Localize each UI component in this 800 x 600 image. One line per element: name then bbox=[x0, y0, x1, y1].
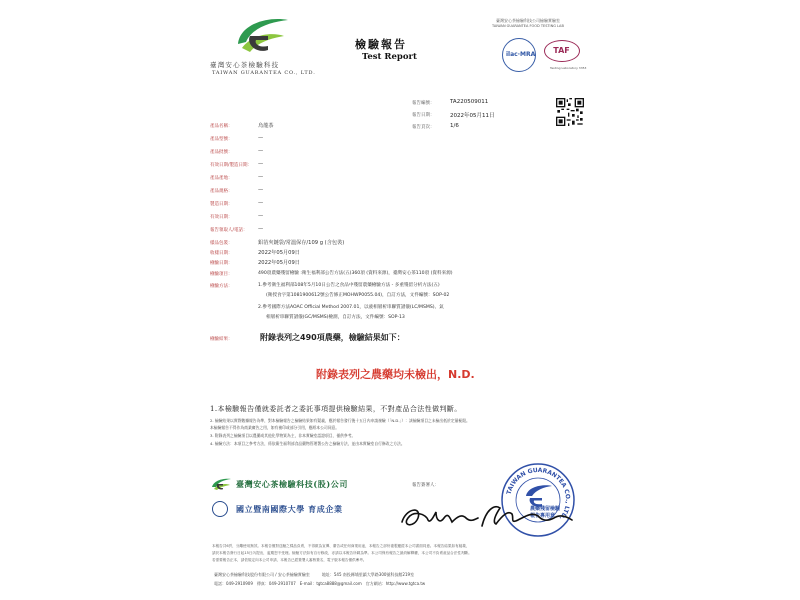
guarantea-small-logo-icon bbox=[210, 477, 232, 491]
qr-code-icon bbox=[556, 98, 584, 126]
note-line: 本檢驗報告不得作為商業廣告之用，如有複印或部分引用，應經本公司同意。 bbox=[210, 425, 340, 430]
field-value-receive-date: 2022年05月09日 bbox=[258, 250, 300, 256]
field-value-product-name: 烏龍茶 bbox=[258, 123, 274, 129]
field-value: — bbox=[258, 161, 264, 167]
lab-name-zh: 臺灣安心茶檢驗科技公司檢驗實驗室 bbox=[496, 18, 560, 23]
note-line: 2. 檢驗結果以實際數據報告為準，對本檢驗報告之檢驗結果如有疑義，應於報告發行後十五日內申請複驗（「N.D.」）：該檢驗項目之未檢出低於定量極限。 bbox=[210, 418, 470, 423]
field-label: 檢驗項目： bbox=[210, 272, 233, 277]
report-page bbox=[200, 0, 600, 600]
result-text: 附錄表列之490項農藥，檢驗結果如下： bbox=[260, 333, 405, 342]
field-value: — bbox=[258, 135, 264, 141]
field-value-test-items: 490項農藥殘留檢驗 :衛生福利部公告方法(五)360項 (資料來源)，臺灣安心茶110項 (資料來源) bbox=[258, 271, 453, 276]
contact-line: 電話：049-2910909 傳真：049-2910707 E-mail：tgtca8888@gmail.com 官方網站：http://www.tgtca.tw bbox=[214, 581, 426, 586]
field-label: 報告領取人/電話： bbox=[210, 228, 248, 233]
field-value: — bbox=[258, 200, 264, 206]
field-value: — bbox=[258, 213, 264, 219]
report-no-label: 報告編號： bbox=[412, 101, 435, 106]
signer-label: 報告簽署人： bbox=[412, 483, 439, 488]
disclaimer-line: 若需要報告正本，請依規定向本公司申請，本報告已經簽署人審核簽名，電子版本報告僅供參考。 bbox=[212, 558, 367, 562]
report-page-label: 報告頁次： bbox=[412, 125, 435, 130]
field-label: 產品規格： bbox=[210, 189, 233, 194]
contact-line: 臺灣安心茶檢驗科技股份有限公司 / 安心茶檢驗實驗室 地址：545 南投縣埔里鎮大學路300號科技館219室 bbox=[214, 572, 415, 577]
taf-subtitle: Testing Laboratory 3353 bbox=[550, 66, 587, 70]
method-line: 2.參考國際方法AOAC Official Method 2007.01，以液相層析串聯質譜儀(LC/MSMS)、氣 bbox=[258, 305, 444, 310]
lab-name-en: TAIWAN GUARANTEA FOOD TESTING LAB bbox=[492, 24, 564, 28]
report-page-value: 1/6 bbox=[450, 123, 459, 129]
field-label: 產品批號： bbox=[210, 150, 233, 155]
handwritten-signature bbox=[396, 496, 576, 532]
ntu-logo-icon bbox=[212, 501, 228, 517]
result-label: 檢驗結果： bbox=[210, 337, 233, 342]
report-date-value: 2022年05月11日 bbox=[450, 113, 495, 119]
result-headline: 附錄表列之農藥均未檢出，N.D. bbox=[316, 368, 475, 381]
field-label: 檢驗日期： bbox=[210, 261, 233, 266]
field-label: 有效日期： bbox=[210, 215, 233, 220]
footer-company-name: 臺灣安心茶檢驗科技(股)公司 bbox=[236, 479, 348, 489]
ilac-mra-logo bbox=[502, 38, 536, 72]
field-value: — bbox=[258, 174, 264, 180]
method-line: 相層析串聯質譜儀(GC/MSMS)檢測，自訂方法，文件編號：SOP-13 bbox=[266, 315, 405, 320]
field-label: 產品產地： bbox=[210, 176, 233, 181]
stamp-line-2: 報告專用章 bbox=[530, 513, 556, 519]
disclaimer-line: 本報告共6頁，分離使用無效。本報告僅對送驗之樣品負責，不得做為宣傳、廣告或任何商業用途，本報告之部份複製應經本公司書面同意。本報告結果如有疑義， bbox=[212, 544, 470, 548]
guarantea-logo-icon bbox=[228, 14, 292, 56]
note-line: 3. 附錄表列之檢驗項目以農藥或其他化學物質為主，非本實驗室認證項目，僅供參考。 bbox=[210, 433, 356, 438]
disclaimer-line: 請於本報告發行日起15日內提出，逾期恕不受理。檢驗方法如有自行修改，亦請以本報告所載為準。本公司保有報告之最終解釋權，本公司不負責產品合法性判斷。 bbox=[212, 551, 472, 555]
field-value-test-date: 2022年05月09日 bbox=[258, 260, 300, 266]
taf-text: TAF bbox=[553, 46, 570, 55]
ntu-incubator-text: 國立暨南國際大學 育成企業 bbox=[236, 504, 343, 514]
stamp-line-1: 農藥殘留檢驗 bbox=[530, 506, 561, 512]
company-name-en: TAIWAN GUARANTEA CO., LTD. bbox=[212, 70, 316, 76]
field-label: 收樣日期： bbox=[210, 251, 233, 256]
note-line: 4. 檢驗方法：本項目之參考方法，係依衛生福利部食品藥物管理署公告之檢驗方法，並由本實驗室自行修改之方法。 bbox=[210, 441, 405, 446]
report-no-value: TA220509011 bbox=[450, 99, 489, 105]
stamp-ring-text: TAIWAN GUARANTEA CO., LTD. bbox=[505, 466, 572, 522]
taf-logo bbox=[544, 40, 580, 62]
report-title-zh: 檢驗報告 bbox=[355, 38, 407, 51]
field-label: 有效日期/製造日期： bbox=[210, 163, 253, 168]
field-value: — bbox=[258, 226, 264, 232]
method-line: (衛授食字第1081900612號公告修正MOHWP0055.04)，自訂方法，文件編號：SOP-02 bbox=[266, 293, 450, 298]
company-name-zh: 臺灣安心茶檢驗科技 bbox=[210, 61, 280, 69]
field-label: 產品名稱： bbox=[210, 124, 233, 129]
field-value: — bbox=[258, 187, 264, 193]
field-label: 製造日期： bbox=[210, 202, 233, 207]
field-label: 樣品包裝： bbox=[210, 241, 233, 246]
field-value-sample-package: 鋁箔夾鏈袋/常溫保存/109 g (含包裝) bbox=[258, 240, 345, 246]
method-line: 1.參考衛生福利部108年5月10日公告之食品中殘留農藥檢驗方法 - 多重殘留分析方法(五) bbox=[258, 283, 440, 288]
field-value: — bbox=[258, 148, 264, 154]
method-label: 檢驗方法： bbox=[210, 284, 233, 289]
note-main: 1.本檢驗報告僅就委託者之委託事項提供檢驗結果，不對產品合法性做判斷。 bbox=[210, 405, 462, 413]
ilac-mra-text: ilac·MRA bbox=[506, 51, 536, 58]
report-date-label: 報告日期： bbox=[412, 113, 435, 118]
field-label: 產品型號： bbox=[210, 137, 233, 142]
report-title-en: Test Report bbox=[362, 52, 417, 62]
